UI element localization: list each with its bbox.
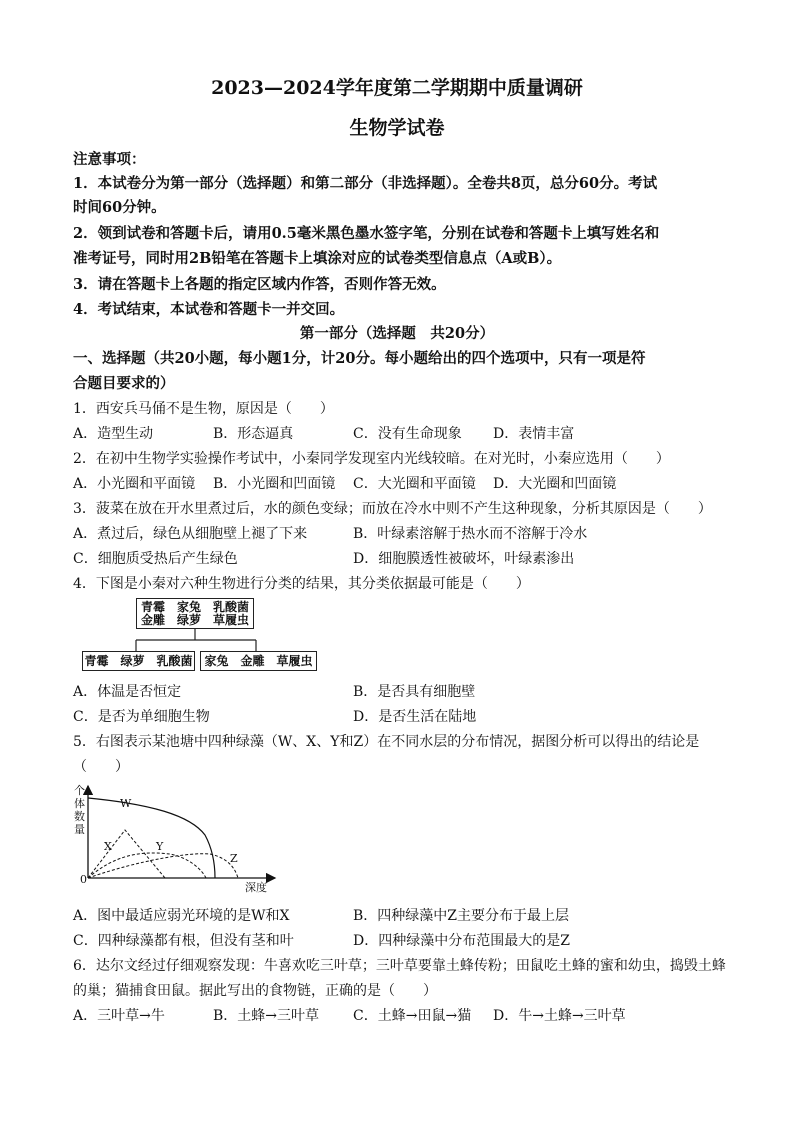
classification-figure xyxy=(80,598,330,678)
group-right-box: 家兔 金雕 草履虫 xyxy=(200,651,317,671)
notice-line: 2．领到试卷和答题卡后，请用0.5毫米黑色墨水签字笔，分别在试卷和答题卡上填写姓名和 xyxy=(73,225,660,242)
option-a: A．三叶草→牛 xyxy=(73,1008,165,1024)
option-b: B．是否具有细胞壁 xyxy=(353,684,476,700)
exam-title: 2023—2024学年度第二学期期中质量调研 xyxy=(211,77,583,99)
notice-heading: 注意事项： xyxy=(73,151,146,168)
question-5-stem-cont: （ ） xyxy=(73,759,129,775)
curve-label-w: W xyxy=(120,797,132,810)
option-d: D．表情丰富 xyxy=(493,426,575,442)
notice-line: 时间60分钟。 xyxy=(73,199,166,216)
option-d: D．大光圈和凹面镜 xyxy=(493,476,617,492)
part1-heading: 第一部分（选择题 共20分） xyxy=(299,325,495,342)
option-c: C．没有生命现象 xyxy=(353,426,462,442)
notice-line: 4．考试结束，本试卷和答题卡一并交回。 xyxy=(73,301,345,318)
option-d: D．是否生活在陆地 xyxy=(353,709,477,725)
option-d: D．四种绿藻中分布范围最大的是Z xyxy=(353,933,570,949)
option-b: B．叶绿素溶解于热水而不溶解于冷水 xyxy=(353,526,588,542)
box-line: 金雕 绿萝 草履虫 xyxy=(140,613,249,627)
option-a: A．体温是否恒定 xyxy=(73,684,182,700)
option-d: D．牛→土蜂→三叶草 xyxy=(493,1008,626,1024)
option-c: C．四种绿藻都有根，但没有茎和叶 xyxy=(73,933,294,949)
question-1-stem: 1．西安兵马俑不是生物，原因是（ ） xyxy=(73,401,334,417)
question-3-stem: 3．菠菜在放在开水里煮过后，水的颜色变绿；而放在冷水中则不产生这种现象，分析其原因是（ ） xyxy=(73,501,712,517)
question-4-stem: 4．下图是小秦对六种生物进行分类的结果，其分类依据最可能是（ ） xyxy=(73,576,530,592)
option-c: C．土蜂→田鼠→猫 xyxy=(353,1008,472,1024)
option-a: A．图中最适应弱光环境的是W和X xyxy=(73,908,290,924)
part1-instruction: 一、选择题（共20小题，每小题1分，计20分。每小题给出的四个选项中，只有一项是符 xyxy=(73,350,646,367)
y-axis-label: 体 xyxy=(74,797,85,810)
curve-x xyxy=(88,830,165,878)
option-a: A．煮过后，绿色从细胞壁上褪了下来 xyxy=(73,526,308,542)
option-a: A．造型生动 xyxy=(73,426,154,442)
option-b: B．土蜂→三叶草 xyxy=(213,1008,320,1024)
y-axis-label: 量 xyxy=(74,823,85,836)
option-c: C．是否为单细胞生物 xyxy=(73,709,210,725)
option-c: C．大光圈和平面镜 xyxy=(353,476,476,492)
option-a: A．小光圈和平面镜 xyxy=(73,476,196,492)
group-left-box: 青霉 绿萝 乳酸菌 xyxy=(82,651,195,671)
question-6-stem-cont: 的巢；猫捕食田鼠。据此写出的食物链，正确的是（ ） xyxy=(73,983,437,999)
y-axis-label: 数 xyxy=(74,810,85,823)
question-2-stem: 2．在初中生物学实验操作考试中，小秦同学发现室内光线较暗。在对光时，小秦应选用（ ） xyxy=(73,451,670,467)
curve-label-x: X xyxy=(104,840,112,853)
algae-distribution-graph xyxy=(70,780,290,895)
question-5-stem: 5．右图表示某池塘中四种绿藻（W、X、Y和Z）在不同水层的分布情况，据图分析可以得出的结论是 xyxy=(73,734,700,750)
option-b: B．四种绿藻中Z主要分布于最上层 xyxy=(353,908,570,924)
notice-line: 1．本试卷分为第一部分（选择题）和第二部分（非选择题）。全卷共8页，总分60分。考试 xyxy=(73,175,658,192)
curve-label-z: Z xyxy=(230,852,238,865)
part1-instruction: 合题目要求的） xyxy=(73,375,175,392)
notice-line: 准考证号，同时用2B铅笔在答题卡上填涂对应的试卷类型信息点（A或B）。 xyxy=(73,250,562,267)
question-6-stem: 6．达尔文经过仔细观察发现：牛喜欢吃三叶草；三叶草要靠土蜂传粉；田鼠吃土蜂的蜜和幼虫，捣毁土蜂 xyxy=(73,958,726,974)
option-b: B．形态逼真 xyxy=(213,426,294,442)
option-b: B．小光圈和凹面镜 xyxy=(213,476,336,492)
notice-line: 3．请在答题卡上各题的指定区域内作答，否则作答无效。 xyxy=(73,276,446,293)
x-axis-label: 深度 xyxy=(245,881,267,894)
box-line: 青霉 家兔 乳酸菌 xyxy=(140,600,249,614)
option-c: C．细胞质受热后产生绿色 xyxy=(73,551,238,567)
origin-label: 0 xyxy=(80,873,87,886)
curve-label-y: Y xyxy=(156,840,164,853)
y-axis-label: 个 xyxy=(74,784,85,797)
option-d: D．细胞膜透性被破坏，叶绿素渗出 xyxy=(353,551,575,567)
exam-subtitle: 生物学试卷 xyxy=(349,117,445,139)
